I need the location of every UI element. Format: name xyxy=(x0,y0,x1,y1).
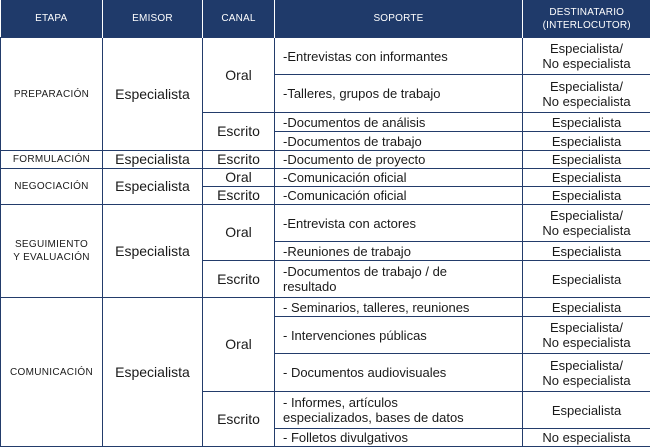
destinatario-line: No especialista xyxy=(542,373,630,388)
emisor-cell: Especialista xyxy=(103,205,203,298)
canal-cell: Oral xyxy=(203,205,275,261)
canal-cell: Escrito xyxy=(203,261,275,298)
destinatario-line: No especialista xyxy=(542,94,630,109)
header-etapa: ETAPA xyxy=(1,0,103,38)
canal-cell: Oral xyxy=(203,169,275,187)
etapa-cell: NEGOCIACIÓN xyxy=(1,169,103,205)
soporte-cell: -Documentos de análisis xyxy=(275,113,523,132)
destinatario-cell xyxy=(523,354,650,392)
table-row xyxy=(1,151,650,169)
destinatario-line: Especialista/ xyxy=(550,208,623,223)
canal-cell: Escrito xyxy=(203,392,275,447)
soporte-line: resultado xyxy=(283,279,336,294)
header-destinatario-line2: (INTERLOCUTOR) xyxy=(543,20,631,31)
table-row xyxy=(1,38,650,75)
canal-cell: Oral xyxy=(203,38,275,113)
etapa-line: Y EVALUACIÓN xyxy=(13,252,90,263)
destinatario-cell: Especialista xyxy=(523,242,650,261)
destinatario-line: No especialista xyxy=(542,56,630,71)
destinatario-line: Especialista/ xyxy=(550,79,623,94)
etapa-cell: PREPARACIÓN xyxy=(1,38,103,151)
destinatario-cell: Especialista xyxy=(523,113,650,132)
etapa-cell xyxy=(1,205,103,298)
canal-cell: Escrito xyxy=(203,187,275,205)
soporte-cell: - Seminarios, talleres, reuniones xyxy=(275,298,523,317)
etapa-line: SEGUIMIENTO xyxy=(15,239,88,250)
destinatario-cell xyxy=(523,38,650,75)
canal-cell: Oral xyxy=(203,298,275,392)
destinatario-line: Especialista/ xyxy=(550,41,623,56)
etapa-cell: COMUNICACIÓN xyxy=(1,298,103,447)
destinatario-line: Especialista/ xyxy=(550,320,623,335)
destinatario-cell: Especialista xyxy=(523,187,650,205)
header-row xyxy=(1,0,650,38)
destinatario-cell: No especialista xyxy=(523,429,650,447)
destinatario-line: Especialista/ xyxy=(550,358,623,373)
header-destinatario xyxy=(523,0,650,38)
soporte-cell: -Comunicación oficial xyxy=(275,187,523,205)
soporte-cell: -Entrevistas con informantes xyxy=(275,38,523,75)
soporte-line: -Documentos de trabajo / de xyxy=(283,264,447,279)
header-soporte: SOPORTE xyxy=(275,0,523,38)
destinatario-cell: Especialista xyxy=(523,132,650,151)
soporte-line: especializados, bases de datos xyxy=(283,410,464,425)
table-row xyxy=(1,169,650,187)
soporte-cell: -Talleres, grupos de trabajo xyxy=(275,75,523,113)
destinatario-cell xyxy=(523,75,650,113)
soporte-cell: -Documentos de trabajo xyxy=(275,132,523,151)
soporte-cell: - Intervenciones públicas xyxy=(275,317,523,354)
emisor-cell: Especialista xyxy=(103,38,203,151)
canal-cell: Escrito xyxy=(203,151,275,169)
destinatario-cell: Especialista xyxy=(523,298,650,317)
soporte-cell: -Comunicación oficial xyxy=(275,169,523,187)
table-row xyxy=(1,205,650,242)
etapa-cell: FORMULACIÓN xyxy=(1,151,103,169)
header-canal: CANAL xyxy=(203,0,275,38)
destinatario-cell: Especialista xyxy=(523,261,650,298)
destinatario-line: No especialista xyxy=(542,335,630,350)
soporte-cell xyxy=(275,261,523,298)
destinatario-cell xyxy=(523,317,650,354)
destinatario-cell xyxy=(523,205,650,242)
header-destinatario-line1: DESTINATARIO xyxy=(549,7,624,18)
soporte-cell: -Documento de proyecto xyxy=(275,151,523,169)
soporte-cell: -Reuniones de trabajo xyxy=(275,242,523,261)
table-row xyxy=(1,298,650,317)
soporte-line: - Informes, artículos xyxy=(283,395,398,410)
emisor-cell: Especialista xyxy=(103,151,203,169)
soporte-cell xyxy=(275,392,523,429)
soporte-cell: -Entrevista con actores xyxy=(275,205,523,242)
emisor-cell: Especialista xyxy=(103,169,203,205)
soporte-cell: - Folletos divulgativos xyxy=(275,429,523,447)
destinatario-cell: Especialista xyxy=(523,169,650,187)
destinatario-cell: Especialista xyxy=(523,392,650,429)
emisor-cell: Especialista xyxy=(103,298,203,447)
header-emisor: EMISOR xyxy=(103,0,203,38)
destinatario-line: No especialista xyxy=(542,223,630,238)
soporte-cell: - Documentos audiovisuales xyxy=(275,354,523,392)
canal-cell: Escrito xyxy=(203,113,275,151)
destinatario-cell: Especialista xyxy=(523,151,650,169)
